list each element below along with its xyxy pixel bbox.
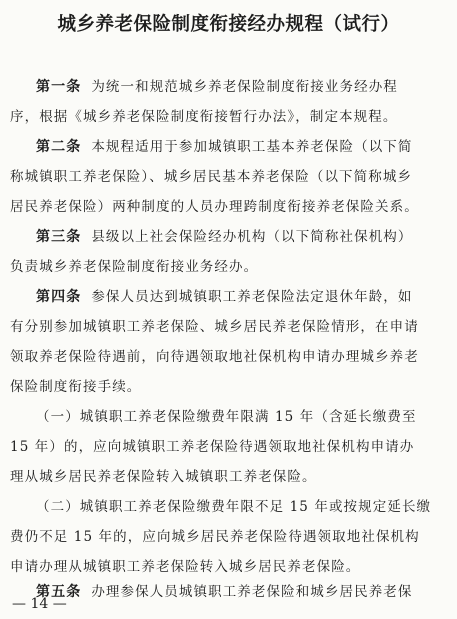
text-line xyxy=(0,105,397,125)
text-line xyxy=(0,225,413,246)
text-line xyxy=(0,165,412,185)
text-line xyxy=(0,285,413,306)
line-text: 负责城乡养老保险制度衔接业务经办。 xyxy=(10,259,259,275)
line-text: 居民养老保险）两种制度的人员办理跨制度衔接养老保险关系。 xyxy=(10,199,419,215)
line-text: 序，根据《城乡养老保险制度衔接暂行办法》，制定本规程。 xyxy=(10,109,398,125)
line-text: 办理参保人员城镇职工养老保险和城乡居民养老保 xyxy=(91,584,413,600)
article-label: 第三条 xyxy=(36,229,82,245)
line-text: 申请办理从城镇职工养老保险转入城乡居民养老保险。 xyxy=(10,559,361,575)
article-label: 第四条 xyxy=(36,289,82,305)
line-text: 费仍不足 15 年的，应向城乡居民养老保险待遇领取地社保机构 xyxy=(10,529,420,545)
line-text: 参保人员达到城镇职工养老保险法定退休年龄，如 xyxy=(91,289,413,305)
text-line xyxy=(0,195,419,215)
article-label: 第一条 xyxy=(36,79,82,95)
line-text: 有分别参加城镇职工养老保险、城乡居民养老保险情形，在申请 xyxy=(10,319,419,335)
line-text: 保险制度衔接手续。 xyxy=(10,379,142,395)
article-label: 第二条 xyxy=(36,139,82,155)
text-line xyxy=(0,495,431,515)
page-number: — 14 — xyxy=(12,596,67,612)
line-text: （二）城镇职工养老保险缴费年限不足 15 年或按规定延长缴 xyxy=(36,499,432,515)
line-text: 理从城乡居民养老保险转入城镇职工养老保险。 xyxy=(10,469,317,485)
text-line xyxy=(0,555,360,575)
text-line xyxy=(0,465,317,485)
text-line xyxy=(0,255,258,275)
line-text: 县级以上社会保险经办机构（以下简称社保机构） xyxy=(91,229,413,245)
line-text: 为统一和规范城乡养老保险制度衔接业务经办程 xyxy=(91,79,398,95)
line-text: 称城镇职工养老保险）、城乡居民基本养老保险（以下简称城乡 xyxy=(10,169,413,185)
text-line xyxy=(0,405,417,425)
text-line xyxy=(0,375,141,395)
document-title: 城乡养老保险制度衔接经办规程（试行） xyxy=(57,14,400,35)
line-text: 本规程适用于参加城镇职工基本养老保险（以下简 xyxy=(91,139,413,155)
text-line xyxy=(0,435,414,455)
text-line xyxy=(0,135,413,156)
text-line xyxy=(0,75,398,96)
line-text: （一）城镇职工养老保险缴费年限满 15 年（含延长缴费至 xyxy=(36,409,417,425)
article-label: 第五条 xyxy=(36,584,82,600)
text-line xyxy=(0,525,420,545)
text-line xyxy=(0,345,419,365)
line-text: 领取养老保险待遇前，向待遇领取地社保机构申请办理城乡养老 xyxy=(10,349,419,365)
text-line xyxy=(0,315,419,335)
line-text: 15 年）的，应向城镇职工养老保险待遇领取地社保机构申请办 xyxy=(10,439,415,455)
